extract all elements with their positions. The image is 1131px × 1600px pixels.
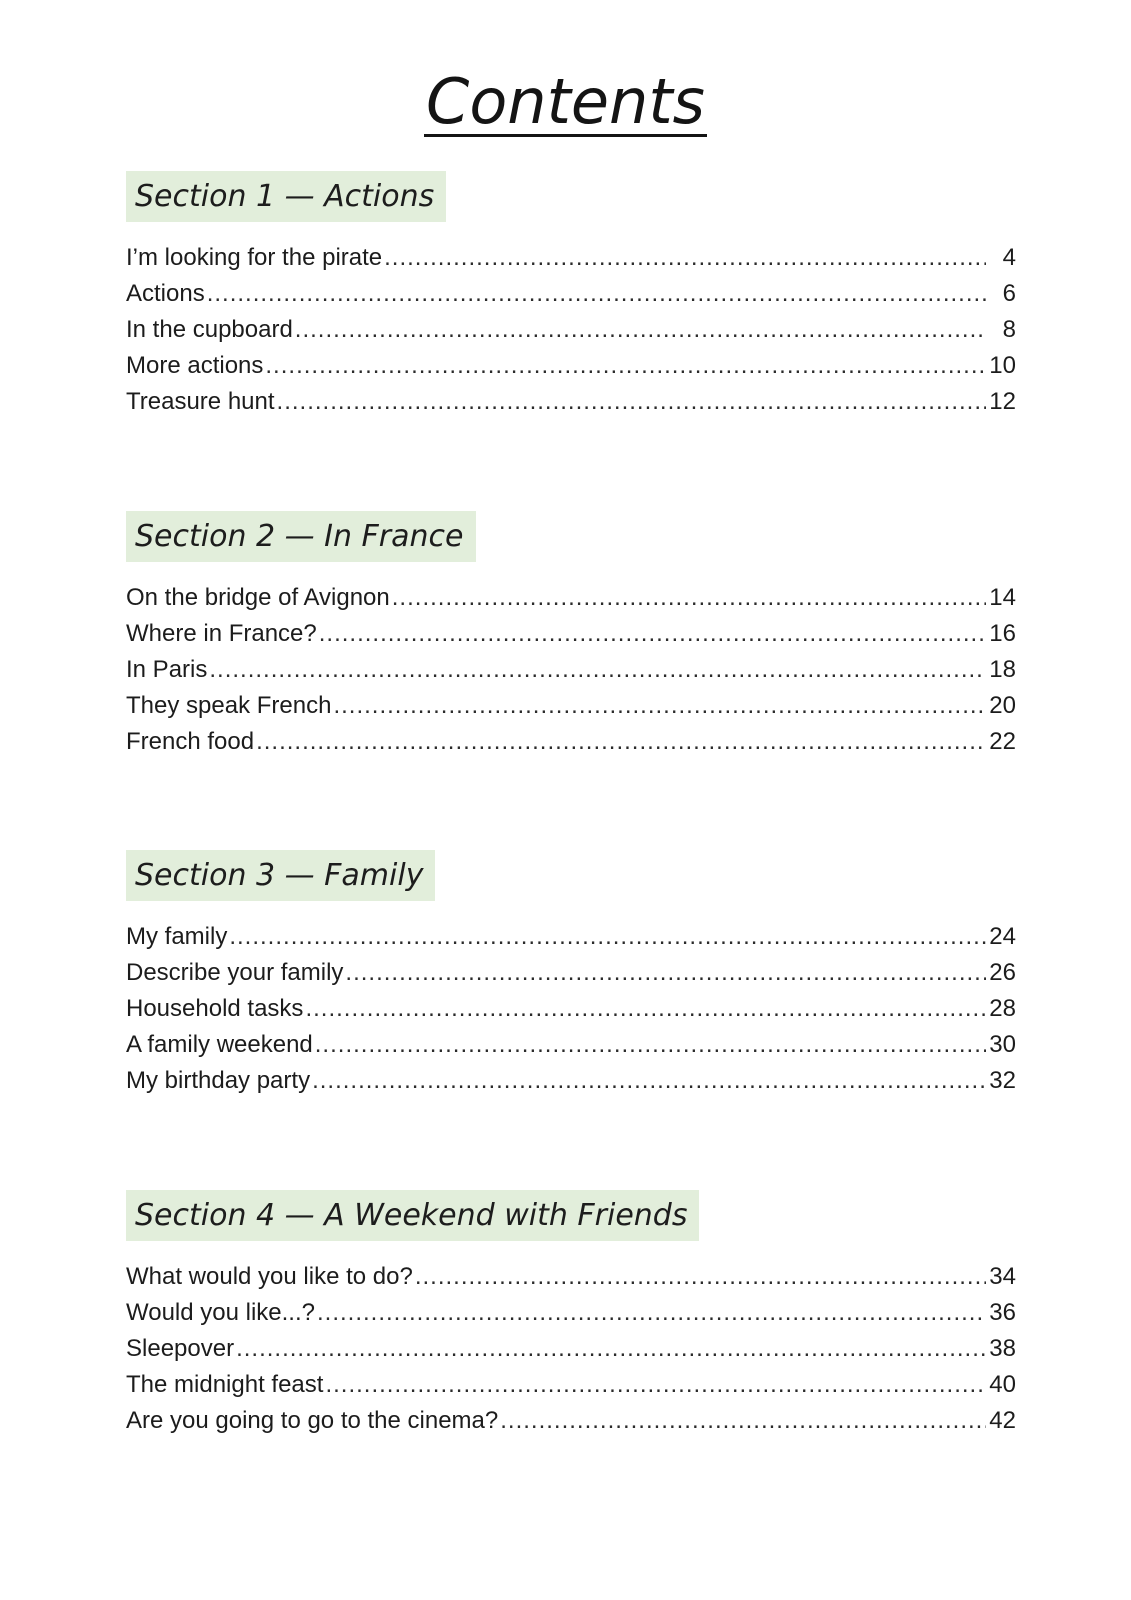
entry-title: In Paris: [126, 656, 208, 683]
dot-leader: [415, 1259, 986, 1295]
section-heading: Section 1 — Actions: [126, 171, 446, 222]
entry-title: My family: [126, 923, 228, 950]
section-1: [126, 171, 1016, 420]
entry-list: [126, 240, 1016, 420]
dot-leader: [384, 240, 986, 276]
section-heading: Section 2 — In France: [126, 511, 476, 562]
dot-leader: [229, 919, 986, 955]
entry-title: Are you going to go to the cinema?: [126, 1407, 499, 1434]
dot-leader: [315, 1027, 986, 1063]
entry-title: French food: [126, 728, 255, 755]
toc-entry[interactable]: [126, 312, 1016, 348]
entry-title: Describe your family: [126, 959, 344, 986]
page-title-text: Contents: [426, 65, 705, 138]
toc-entry[interactable]: [126, 616, 1016, 652]
entry-list: [126, 1259, 1016, 1439]
entry-page-number: 18: [989, 656, 1016, 683]
entry-page-number: 14: [989, 584, 1016, 611]
entry-title: What would you like to do?: [126, 1263, 413, 1290]
entry-title: Actions: [126, 280, 205, 307]
entry-title: Sleepover: [126, 1335, 235, 1362]
entry-page-number: 6: [1002, 280, 1016, 307]
page-title: [0, 62, 1131, 142]
entry-title: On the bridge of Avignon: [126, 584, 390, 611]
entry-page-number: 36: [989, 1299, 1016, 1326]
entry-page-number: 8: [1002, 316, 1016, 343]
toc-entry[interactable]: [126, 1063, 1016, 1099]
section-4: [126, 1190, 1016, 1439]
dot-leader: [345, 955, 986, 991]
entry-page-number: 12: [989, 388, 1016, 415]
entry-page-number: 32: [989, 1067, 1016, 1094]
toc-entry[interactable]: [126, 955, 1016, 991]
toc-entry[interactable]: [126, 1295, 1016, 1331]
toc-entry[interactable]: [126, 1331, 1016, 1367]
dot-leader: [209, 652, 986, 688]
entry-list: [126, 580, 1016, 760]
dot-leader: [277, 384, 986, 420]
entry-page-number: 22: [989, 728, 1016, 755]
section-2: [126, 511, 1016, 760]
section-heading: Section 3 — Family: [126, 850, 435, 901]
toc-entry[interactable]: [126, 1259, 1016, 1295]
entry-page-number: 30: [989, 1031, 1016, 1058]
section-3: [126, 850, 1016, 1099]
toc-entry[interactable]: [126, 991, 1016, 1027]
toc-entry[interactable]: [126, 1027, 1016, 1063]
dot-leader: [325, 1367, 986, 1403]
entry-title: More actions: [126, 352, 264, 379]
dot-leader: [207, 276, 986, 312]
toc-entry[interactable]: [126, 580, 1016, 616]
entry-title: They speak French: [126, 692, 332, 719]
entry-title: In the cupboard: [126, 316, 293, 343]
entry-page-number: 40: [989, 1371, 1016, 1398]
dot-leader: [392, 580, 986, 616]
dot-leader: [305, 991, 986, 1027]
entry-title: The midnight feast: [126, 1371, 324, 1398]
dot-leader: [317, 1295, 986, 1331]
entry-page-number: 4: [1002, 244, 1016, 271]
toc-entry[interactable]: [126, 652, 1016, 688]
toc-entry[interactable]: [126, 384, 1016, 420]
toc-entry[interactable]: [126, 724, 1016, 760]
toc-entry[interactable]: [126, 919, 1016, 955]
entry-list: [126, 919, 1016, 1099]
entry-title: Would you like...?: [126, 1299, 315, 1326]
entry-page-number: 42: [989, 1407, 1016, 1434]
entry-title: Treasure hunt: [126, 388, 275, 415]
toc-entry[interactable]: [126, 1367, 1016, 1403]
entry-title: A family weekend: [126, 1031, 313, 1058]
dot-leader: [256, 724, 986, 760]
toc-entry[interactable]: [126, 348, 1016, 384]
entry-page-number: 16: [989, 620, 1016, 647]
dot-leader: [236, 1331, 986, 1367]
entry-page-number: 28: [989, 995, 1016, 1022]
dot-leader: [333, 688, 986, 724]
entry-page-number: 24: [989, 923, 1016, 950]
toc-entry[interactable]: [126, 1403, 1016, 1439]
entry-title: My birthday party: [126, 1067, 311, 1094]
toc-entry[interactable]: [126, 240, 1016, 276]
dot-leader: [312, 1063, 986, 1099]
entry-title: Household tasks: [126, 995, 304, 1022]
entry-page-number: 38: [989, 1335, 1016, 1362]
toc-entry[interactable]: [126, 276, 1016, 312]
entry-title: I’m looking for the pirate: [126, 244, 383, 271]
entry-page-number: 10: [989, 352, 1016, 379]
dot-leader: [319, 616, 986, 652]
section-heading: Section 4 — A Weekend with Friends: [126, 1190, 699, 1241]
entry-title: Where in France?: [126, 620, 317, 647]
entry-page-number: 20: [989, 692, 1016, 719]
dot-leader: [265, 348, 986, 384]
entry-page-number: 26: [989, 959, 1016, 986]
dot-leader: [500, 1403, 986, 1439]
toc-entry[interactable]: [126, 688, 1016, 724]
dot-leader: [295, 312, 986, 348]
entry-page-number: 34: [989, 1263, 1016, 1290]
